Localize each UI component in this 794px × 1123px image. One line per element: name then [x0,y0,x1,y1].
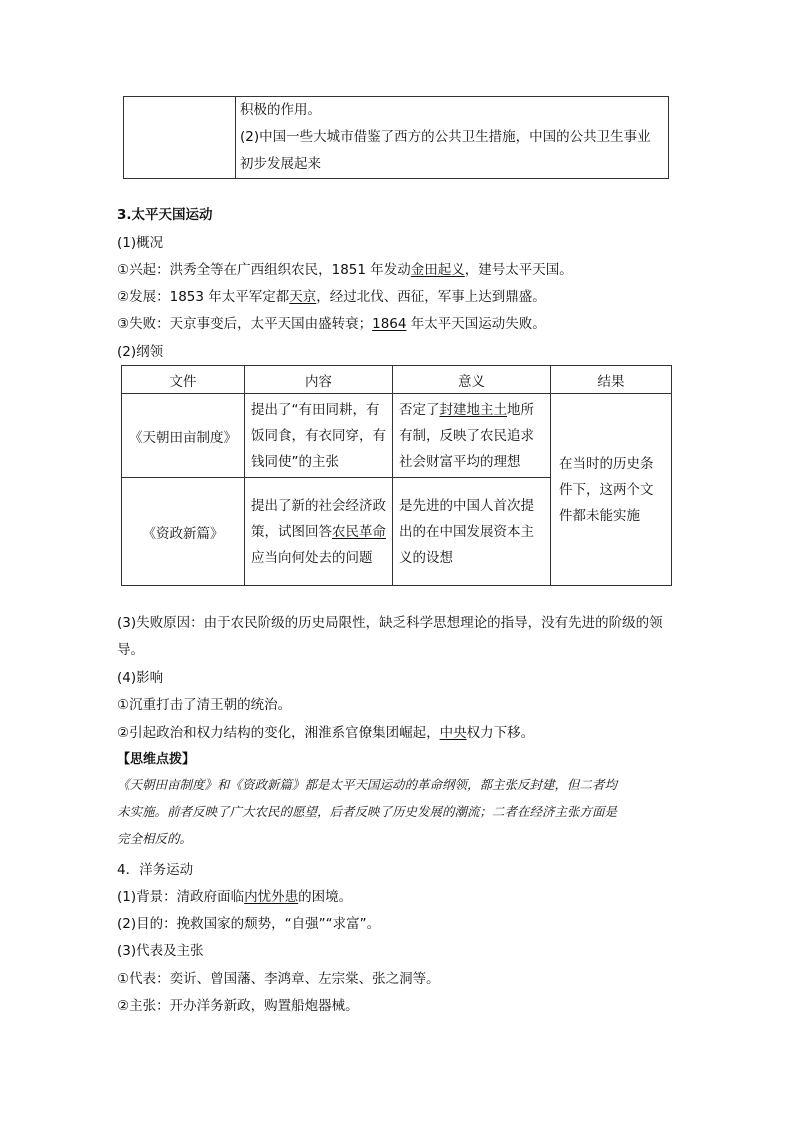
row1-content: 提出了“有田同耕，有饭同食，有衣同穿，有钱同使”的主张 [251,401,386,470]
representatives-line: ①代表：奕䜣、曾国藩、李鸿章、左宗棠、张之洞等。 [117,971,440,987]
row1-meaning-a: 否定了 [399,401,440,418]
section-4-title: 4．洋务运动 [117,862,194,878]
impact-item-2-b: 权力下移。 [466,725,535,741]
row1-meaning-cell [393,394,551,478]
thinking-heading: 【思维点拨】 [117,752,196,767]
row1-meaning-b: 地所有制，反映了农民追求社会财富平均的理想 [399,401,534,470]
fail-underlined: 1864 [372,316,407,332]
dev-underlined: 天京 [289,289,317,305]
impact-item-2 [117,721,534,741]
top-table-line-3: 初步发展起来 [240,156,321,172]
rise-text-a: ①兴起：洪秀全等在广西组织农民，1851 年发动 [117,262,411,278]
header-content: 内容 [245,366,393,394]
impact-item-1: ①沉重打击了清王朝的统治。 [117,697,292,713]
overview-heading: (1)概况 [117,235,164,251]
impact-item-2-underlined: 中央 [439,725,467,741]
header-meaning: 意义 [393,366,551,394]
result-text: 在当时的历史条件下，这两个文件都未能实施 [559,455,654,524]
bg-text-a: (1)背景：清政府面临 [117,889,245,905]
row2-meaning: 是先进的中国人首次提出的在中国发展资本主义的设想 [399,497,534,566]
dev-text-a: ②发展：1853 年太平军定都 [117,289,290,305]
claim-line: ②主张：开办洋务新政，购置船炮器械。 [117,998,359,1014]
program-table [121,365,672,586]
row1-meaning [393,397,550,475]
row2-content-a: 提出了新的社会经济政策，试图回答 [251,497,386,540]
header-document: 文件 [122,366,245,394]
failure-reason-line-2: 导。 [117,642,144,658]
representatives-heading: (3)代表及主张 [117,943,204,959]
top-table [123,96,669,179]
thinking-line-3: 完全相反的。 [117,831,193,846]
fail-text-a: ③失败：天京事变后，太平天国由盛转衰； [117,316,373,332]
bg-underlined: 内忧外患 [244,889,299,905]
background-line [117,885,352,905]
failure-reason-line-1: (3)失败原因：由于农民阶级的历史局限性，缺乏科学思想理论的指导，没有先进的阶级的领 [117,615,663,631]
row2-content-b: 应当向何处去的问题 [251,549,373,566]
thinking-line-1: 《天朝田亩制度》和《资政新篇》都是太平天国运动的革命纲领，都主张反封建，但二者均 [117,777,618,792]
thinking-line-2: 未实施。前者反映了广大农民的愿望，后者反映了历史发展的潮流；二者在经济主张方面是 [117,804,618,819]
row2-content-underlined: 农民革命 [332,523,386,540]
development-line [117,285,546,305]
program-heading: (2)纲领 [117,344,164,360]
dev-text-b: ，经过北伐、西征，军事上达到鼎盛。 [316,289,546,305]
row2-meaning-cell [393,478,551,586]
row2-document: 《资政新篇》 [122,478,245,586]
rise-text-b: ，建号太平天国。 [464,262,573,278]
top-table-right-cell [236,97,669,179]
section-3-title: 3.太平天国运动 [117,207,213,223]
top-table-line-1: 积极的作用。 [240,102,321,118]
row2-content-cell [245,478,393,586]
row1-content-cell [245,394,393,478]
fail-text-b: 年太平天国运动失败。 [406,316,546,332]
row2-content [245,493,392,571]
top-table-line-2: (2)中国一些大城市借鉴了西方的公共卫生措施，中国的公共卫生事业 [240,129,651,145]
goal-line: (2)目的：挽救国家的颓势，“自强”“求富”。 [117,916,381,932]
result-cell [551,394,672,586]
row1-meaning-underlined: 封建地主土 [439,401,507,418]
failure-line [117,312,546,332]
rise-underlined: 金田起义 [410,262,465,278]
row1-document: 《天朝田亩制度》 [122,394,245,478]
header-result: 结果 [551,366,672,394]
top-table-left-cell [124,97,236,179]
impact-heading: (4)影响 [117,670,164,686]
bg-text-b: 的困境。 [298,889,353,905]
rise-line [117,258,573,278]
impact-item-2-a: ②引起政治和权力结构的变化，湘淮系官僚集团崛起， [117,725,440,741]
